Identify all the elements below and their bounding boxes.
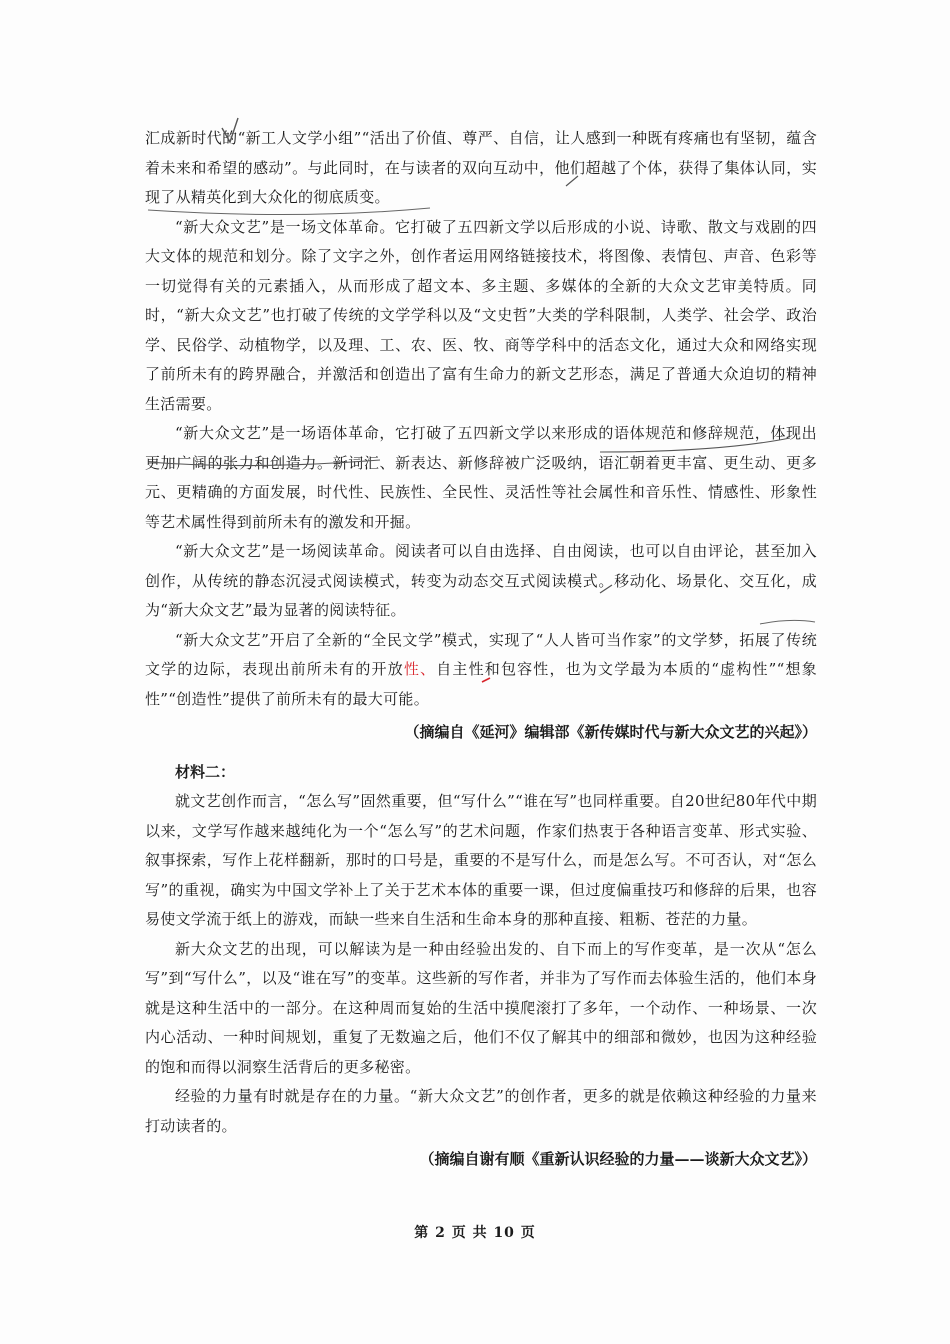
paragraph-4: “新大众文艺”是一场阅读革命。阅读者可以自由选择、自由阅读，也可以自由评论，甚至加入创作，从传统的静态沉浸式阅读模式，转变为动态交互式阅读模式。移动化、场景化、交互化，成为“新大众文艺”最为显著的阅读特征。 <box>145 542 817 619</box>
red-annotation-text: 性、 <box>403 660 437 678</box>
paragraph-5-before: “新大众文艺”开启了全新的“全民文学”模式，实现了“人人皆可当作家”的文学梦，拓展了传统文学的边际，表现出前所未有的开放 <box>145 630 817 678</box>
material-2-paragraph-1: 就文艺创作而言，“怎么写”固然重要，但“写什么”“谁在写”也同样重要。自20世纪80年代中期以来，文学写作越来越纯化为一个“怎么写”的艺术问题，作家们热衷于各种语言变革、形式实验、叙事探索，写作上花样翻新，那时的口号是，重要的不是写什么，而是怎么写。不可否认，对“怎么写”的重视，确实为中国文学补上了关于艺术本体的重要一课，但过度偏重技巧和修辞的后果，也容易使文学流于纸上的游戏，而缺一些来自生活和生命本身的那种直接、粗粝、苍茫的力量。 <box>145 792 817 928</box>
page-number-footer: 第 2 页 共 10 页 <box>414 1225 536 1241</box>
paragraph-3: “新大众文艺”是一场语体革命，它打破了五四新文学以来形成的语体规范和修辞规范，体现出更加广阔的张力和创造力。新词汇、新表达、新修辞被广泛吸纳，语汇朝着更丰富、更生动、更多元、更精确的方面发展，时代性、民族性、全民性、灵活性等社会属性和音乐性、情感性、形象性等艺术属性得到前所未有的激发和开掘。 <box>145 424 817 531</box>
document-body <box>145 124 817 1175</box>
source-citation-1: （摘编自《延河》编辑部《新传媒时代与新大众文艺的兴起》） <box>404 723 817 741</box>
paragraph-2: “新大众文艺”是一场文体革命。它打破了五四新文学以后形成的小说、诗歌、散文与戏剧的四大文体的规范和划分。除了文字之外，创作者运用网络链接技术，将图像、表情包、声音、色彩等一切觉得有关的元素插入，从而形成了超文本、多主题、多媒体的全新的大众文艺审美特质。同时，“新大众文艺”也打破了传统的文学学科以及“文史哲”大类的学科限制，人类学、社会学、政治学、民俗学、动植物学，以及理、工、农、医、牧、商等学科中的活态文化，通过大众和网络实现了前所未有的跨界融合，并激活和创造出了富有生命力的新文艺形态，满足了普通大众迫切的精神生活需要。 <box>145 217 817 413</box>
material-2-heading: 材料二： <box>175 762 236 781</box>
paragraph-5 <box>145 626 817 715</box>
material-2-paragraph-3: 经验的力量有时就是存在的力量。“新大众文艺”的创作者，更多的就是依赖这种经验的力量来打动读者的。 <box>145 1087 817 1135</box>
material-2-paragraph-2: 新大众文艺的出现，可以解读为是一种由经验出发的、自下而上的写作变革，是一次从“怎么写”到“写什么”，以及“谁在写”的变革。这些新的写作者，并非为了写作而去体验生活的，他们本身就是这种生活中的一部分。在这种周而复始的生活中摸爬滚打了多年，一个动作、一种场景、一次内心活动、一种时间规划，重复了无数遍之后，他们不仅了解其中的细部和微妙，也因为这种经验的饱和而得以洞察生活背后的更多秘密。 <box>145 939 817 1076</box>
source-citation-2: （摘编自谢有顺《重新认识经验的力量——谈新大众文艺》） <box>419 1150 817 1168</box>
paragraph-1: 汇成新时代的“新工人文学小组”“活出了价值、尊严、自信，让人感到一种既有疼痛也有坚韧，蕴含着未来和希望的感动”。与此同时，在与读者的双向互动中，他们超越了个体，获得了集体认同，实现了从精英化到大众化的彻底质变。 <box>145 129 817 206</box>
paragraph-5-after: 自主性和包容性，也为文学最为本质的“虚构性”“想象性”“创造性”提供了前所未有的最大可能。 <box>145 660 817 708</box>
